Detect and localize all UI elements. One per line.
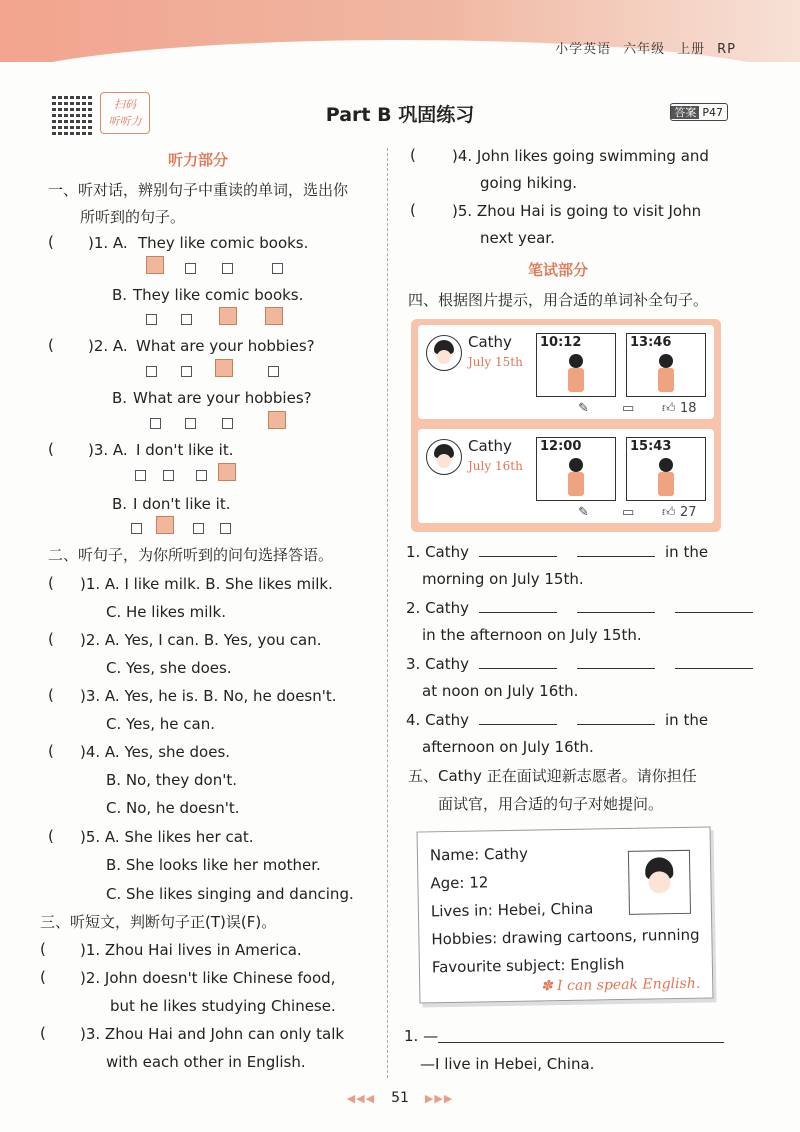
answer-paren[interactable]: ( [40, 1024, 46, 1042]
profile-photo [628, 850, 691, 915]
sec3-line: )3. Zhou Hai and John can only talk [80, 1025, 345, 1043]
sec3-line: going hiking. [480, 174, 577, 192]
like-icon[interactable]: 👍︎ [662, 505, 676, 520]
sec2-line: )4. A. Yes, she does. [80, 743, 231, 761]
q-start: 2. Cathy [406, 599, 470, 617]
header-info [543, 38, 736, 57]
profile-line: Hobbies: drawing cartoons, running [431, 925, 700, 949]
header-grade: 六年级 [623, 42, 666, 57]
stress-box [268, 366, 279, 377]
answer-paren[interactable]: ( [48, 336, 54, 354]
answer-blank[interactable] [479, 667, 557, 669]
stress-box [185, 418, 196, 429]
profile-slogan: ✽ I can speak English. [540, 975, 701, 995]
sec2-line: C. Yes, he can. [106, 715, 215, 733]
answer-blank[interactable] [675, 667, 753, 669]
page-footer [0, 1090, 800, 1106]
girl-figure [567, 354, 585, 392]
stress-box [222, 263, 233, 274]
sec4-q4 [406, 710, 708, 730]
stress-box [265, 307, 283, 325]
profile-line: Lives in: Hebei, China [430, 899, 594, 921]
stress-box [181, 366, 192, 377]
sec1-q2-a: What are your hobbies? [136, 337, 315, 355]
header-subject: 小学英语 [555, 42, 612, 57]
sec1-title-1: 一、听对话，辨别句子中重读的单词，选出你 [48, 181, 349, 199]
answer-paren[interactable]: ( [48, 686, 54, 704]
hiking-picture [626, 437, 706, 501]
sec2-line: C. No, he doesn't. [106, 799, 240, 817]
stress-box [131, 523, 142, 534]
answer-paren[interactable]: ( [410, 146, 416, 164]
stress-box [196, 470, 207, 481]
stress-box [146, 314, 157, 325]
stress-box [215, 359, 233, 377]
sec3-line: )1. Zhou Hai lives in America. [80, 941, 302, 959]
sec1-q2-b-label: B. [112, 389, 128, 407]
sec1-q2-num: )2. A. [88, 337, 128, 355]
time-label: 12:00 [540, 439, 582, 454]
edit-icon[interactable]: ✎ [578, 401, 589, 416]
sec3-line: next year. [480, 229, 555, 247]
next-arrows-icon: ▶▶▶ [424, 1092, 454, 1105]
crossword-picture [626, 333, 706, 397]
sec4-title: 四、根据图片提示，用合适的单词补全句子。 [408, 291, 709, 309]
sec2-line: )5. A. She likes her cat. [80, 828, 254, 846]
sec4-q3 [406, 654, 763, 674]
answer-blank[interactable] [479, 611, 557, 613]
comment-icon[interactable]: ▭ [622, 401, 635, 416]
sec1-title-2: 所听到的句子。 [80, 208, 186, 226]
stress-box [146, 256, 164, 274]
answer-blank[interactable] [577, 611, 655, 613]
writing-heading: 笔试部分 [528, 261, 589, 279]
answer-line[interactable] [438, 1042, 724, 1043]
card-date: July 16th [468, 459, 523, 473]
answer-blank[interactable] [577, 667, 655, 669]
sec1-q1-b: They like comic books. [133, 286, 304, 304]
q-end: in the [665, 543, 709, 561]
sec4-q3-cont: at noon on July 16th. [422, 682, 579, 700]
listening-heading: 听力部分 [168, 151, 229, 169]
comment-icon[interactable]: ▭ [622, 505, 635, 520]
stress-box [268, 411, 286, 429]
sec1-q3-b-label: B. [112, 495, 128, 513]
sec4-q1 [406, 542, 708, 562]
sec1-q1-num: )1. A. [88, 234, 128, 252]
answer-paren[interactable]: ( [48, 630, 54, 648]
sec5-title-1: 五、Cathy 正在面试迎新志愿者。请你担任 [408, 767, 697, 785]
sec2-line: )1. A. I like milk. B. She likes milk. [80, 575, 333, 593]
stress-box [272, 263, 283, 274]
stress-box [193, 523, 204, 534]
profile-line: Favourite subject: English [431, 954, 625, 977]
answer-blank[interactable] [577, 723, 655, 725]
sec4-q2-cont: in the afternoon on July 15th. [422, 626, 642, 644]
avatar [426, 439, 462, 475]
stress-box [218, 463, 236, 481]
sec2-line: B. No, they don't. [106, 771, 238, 789]
sec1-q1-b-label: B. [112, 286, 128, 304]
sec2-line: C. Yes, she does. [106, 659, 232, 677]
stress-box [135, 470, 146, 481]
feed-card [418, 429, 714, 523]
stress-box [222, 418, 233, 429]
sec2-line: C. He likes milk. [106, 603, 226, 621]
scan-label-line1: 扫码 [114, 98, 136, 111]
answer-paren[interactable]: ( [48, 440, 54, 458]
scan-label-line2: 听听力 [108, 115, 142, 128]
sec3-title: 三、听短文，判断句子正(T)误(F)。 [40, 913, 277, 931]
sec2-line: )2. A. Yes, I can. B. Yes, you can. [80, 631, 322, 649]
stress-box [163, 470, 174, 481]
sec5-a1: —I live in Hebei, China. [420, 1055, 595, 1073]
answer-paren[interactable]: ( [48, 827, 54, 845]
sec4-q1-cont: morning on July 15th. [422, 570, 584, 588]
q-start: 1. Cathy [406, 543, 470, 561]
sec5-title-2: 面试官，用合适的句子对她提问。 [438, 795, 664, 813]
answer-paren[interactable]: ( [40, 968, 46, 986]
sec2-title: 二、听句子，为你所听到的问句选择答语。 [48, 546, 334, 564]
sec1-q3-a: I don't like it. [136, 441, 234, 459]
stress-box [150, 418, 161, 429]
sec1-q3-num: )3. A. [88, 441, 128, 459]
sec4-q2 [406, 598, 763, 618]
avatar [426, 335, 462, 371]
stress-box [146, 366, 157, 377]
like-icon[interactable]: 👍︎ [662, 401, 676, 416]
answer-paren[interactable]: ( [48, 233, 54, 251]
girl-figure [657, 354, 675, 392]
stress-box [220, 523, 231, 534]
sec3-line: but he likes studying Chinese. [110, 997, 336, 1015]
sec1-q1-a: They like comic books. [138, 234, 309, 252]
sec2-line: C. She likes singing and dancing. [106, 885, 354, 903]
time-label: 10:12 [540, 335, 582, 350]
stress-box [185, 263, 196, 274]
sec1-q3-b: I don't like it. [133, 495, 231, 513]
girl-figure [567, 458, 585, 496]
prev-arrows-icon: ◀◀◀ [346, 1092, 376, 1105]
column-divider [387, 148, 388, 1078]
card-date: July 15th [468, 355, 523, 369]
answer-blank[interactable] [675, 611, 753, 613]
profile-line: Age: 12 [430, 873, 489, 893]
sec2-line: B. She looks like her mother. [106, 856, 321, 874]
stress-box [156, 516, 174, 534]
card-name: Cathy [468, 333, 512, 351]
q-end: in the [665, 711, 709, 729]
time-label: 13:46 [630, 335, 672, 350]
stress-box [219, 307, 237, 325]
profile-card [417, 826, 714, 1003]
answer-badge [670, 103, 728, 121]
sec3-line: )5. Zhou Hai is going to visit John [452, 202, 702, 220]
like-count: 27 [680, 505, 697, 520]
answer-tag: 答案 [671, 106, 699, 119]
reading-picture [536, 333, 616, 397]
header-edition: RP [717, 42, 736, 57]
header-volume: 上册 [677, 42, 706, 57]
answer-paren[interactable]: ( [48, 742, 54, 760]
feed-card [418, 325, 714, 419]
answer-blank[interactable] [479, 555, 557, 557]
profile-line: Name: Cathy [429, 844, 529, 865]
answer-page: P47 [702, 106, 723, 119]
girl-figure [657, 458, 675, 496]
social-feed-panel [411, 319, 721, 532]
sec3-line: )4. John likes going swimming and [452, 147, 709, 165]
edit-icon[interactable]: ✎ [578, 505, 589, 520]
answer-paren[interactable]: ( [410, 201, 416, 219]
sec2-line: )3. A. Yes, he is. B. No, he doesn't. [80, 687, 337, 705]
stress-box [181, 314, 192, 325]
sec5-q1: 1. — [404, 1027, 439, 1045]
sec4-q4-cont: afternoon on July 16th. [422, 738, 594, 756]
sec3-line: )2. John doesn't like Chinese food, [80, 969, 336, 987]
card-name: Cathy [468, 437, 512, 455]
answer-paren[interactable]: ( [48, 574, 54, 592]
slogan-text: I can speak English. [556, 975, 701, 995]
answer-paren[interactable]: ( [40, 940, 46, 958]
answer-blank[interactable] [577, 555, 655, 557]
cooking-picture [536, 437, 616, 501]
like-count: 18 [680, 401, 697, 416]
answer-blank[interactable] [479, 723, 557, 725]
time-label: 15:43 [630, 439, 672, 454]
sec3-line: with each other in English. [106, 1053, 306, 1071]
page-number: 51 [391, 1090, 409, 1106]
sec1-q2-b: What are your hobbies? [133, 389, 312, 407]
q-start: 3. Cathy [406, 655, 470, 673]
page-title: Part B 巩固练习 [325, 104, 475, 126]
q-start: 4. Cathy [406, 711, 470, 729]
